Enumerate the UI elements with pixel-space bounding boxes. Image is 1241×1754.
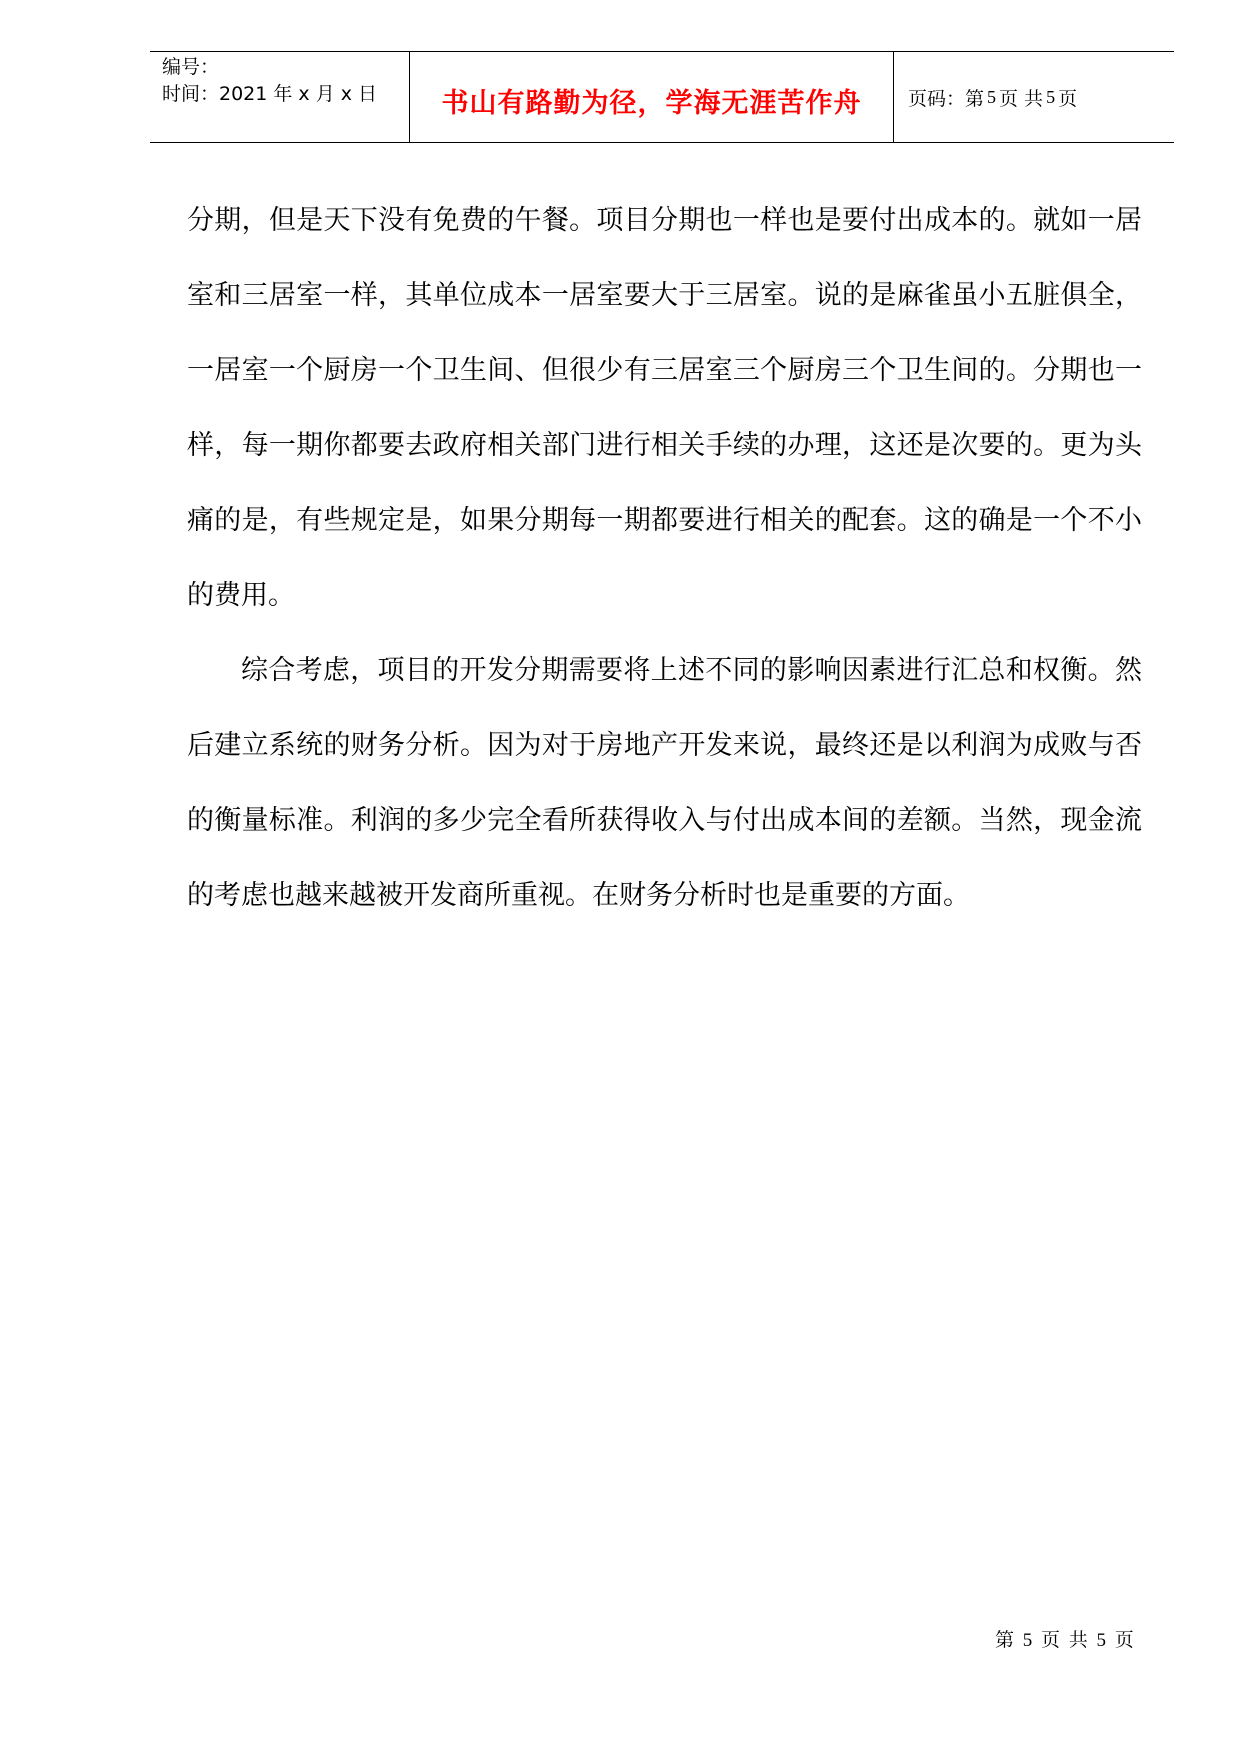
page-prefix: 页码：第 [908, 87, 985, 110]
page-total: 5 [1046, 86, 1056, 107]
motto-text: 书山有路勤为径，学海无涯苦作舟 [441, 87, 862, 119]
serial-number-label: 编号： [162, 56, 220, 78]
page-mid: 页 共 [999, 87, 1044, 110]
page-footer: 第 5 页 共 5 页 [995, 1630, 1134, 1651]
body-paragraph: 分期，但是天下没有免费的午餐。项目分期也一样也是要付出成本的。就如一居室和三居室一样，其单位成本一居室要大于三居室。说的是麻雀虽小五脏俱全，一居室一个厨房一个卫生间、但很少有三居室三个厨房三个卫生间的。分期也一样，每一期你都要去政府相关部门进行相关手续的办理，这还是次要的。更为头痛的是，有些规定是，如果分期每一期都要进行相关的配套。这的确是一个不小的费用。 [187, 205, 1142, 611]
header-meta [150, 52, 410, 142]
page-suffix: 页 [1058, 87, 1078, 110]
header-page-number [894, 52, 1174, 142]
body-paragraph: 综合考虑，项目的开发分期需要将上述不同的影响因素进行汇总和权衡。然后建立系统的财务分析。因为对于房地产开发来说，最终还是以利润为成败与否的衡量标准。利润的多少完全看所获得收入与付出成本间的差额。当然，现金流的考虑也越来越被开发商所重视。在财务分析时也是重要的方面。 [187, 655, 1142, 911]
document-body [187, 183, 1142, 933]
page-header [150, 51, 1174, 143]
page-current: 5 [987, 86, 997, 107]
header-motto-cell [410, 52, 894, 142]
date-label: 时间：2021 年 x 月 x 日 [162, 83, 378, 105]
